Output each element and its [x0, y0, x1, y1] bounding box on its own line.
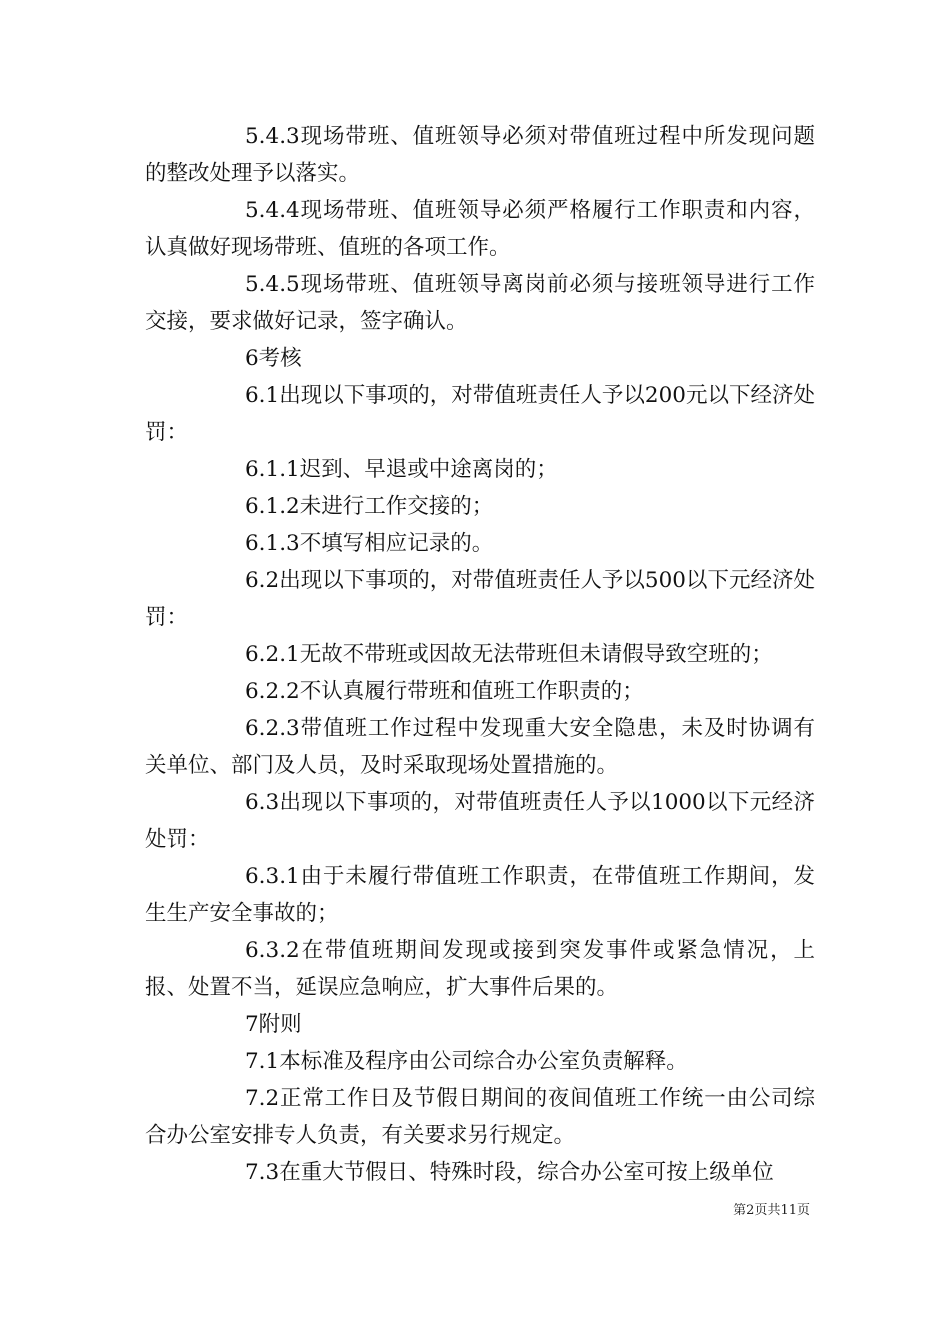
paragraph-5-4-5: 5.4.5现场带班、值班领导离岗前必须与接班领导进行工作交接，要求做好记录，签字确认。: [145, 272, 815, 334]
page-number-footer: 第2页共11页: [733, 1203, 810, 1218]
paragraph-7-3: 7.3在重大节假日、特殊时段，综合办公室可按上级单位: [245, 1160, 774, 1185]
paragraph-6-1-1: 6.1.1迟到、早退或中途离岗的；: [245, 457, 558, 482]
paragraph-6-3: 6.3出现以下事项的，对带值班责任人予以1000以下元经济处罚：: [145, 790, 815, 852]
paragraph-6-1: 6.1出现以下事项的，对带值班责任人予以200元以下经济处罚：: [145, 383, 815, 445]
paragraph-6-3-2: 6.3.2在带值班期间发现或接到突发事件或紧急情况，上报、处置不当，延误应急响应，扩大事件后果的。: [145, 938, 815, 1000]
paragraph-6-1-2: 6.1.2未进行工作交接的；: [245, 494, 494, 519]
paragraph-6-2-3: 6.2.3带值班工作过程中发现重大安全隐患，未及时协调有关单位、部门及人员，及时采取现场处置措施的。: [145, 716, 815, 778]
paragraph-6-1-3: 6.1.3不填写相应记录的。: [245, 531, 494, 556]
paragraph-6-2-1: 6.2.1无故不带班或因故无法带班但未请假导致空班的；: [245, 642, 773, 667]
document-body: [145, 118, 815, 1191]
paragraph-7-2: 7.2正常工作日及节假日期间的夜间值班工作统一由公司综合办公室安排专人负责，有关要求另行规定。: [145, 1086, 815, 1148]
section-heading-6: 6考核: [245, 346, 302, 371]
paragraph-6-2: 6.2出现以下事项的，对带值班责任人予以500以下元经济处罚：: [145, 568, 815, 630]
section-heading-7: 7附则: [245, 1012, 302, 1037]
paragraph-6-2-2: 6.2.2不认真履行带班和值班工作职责的；: [245, 679, 644, 704]
paragraph-6-3-1: 6.3.1由于未履行带值班工作职责，在带值班工作期间，发生生产安全事故的；: [145, 864, 815, 926]
paragraph-7-1: 7.1本标准及程序由公司综合办公室负责解释。: [245, 1049, 688, 1074]
paragraph-5-4-3: 5.4.3现场带班、值班领导必须对带值班过程中所发现问题的整改处理予以落实。: [145, 124, 815, 186]
paragraph-5-4-4: 5.4.4现场带班、值班领导必须严格履行工作职责和内容，认真做好现场带班、值班的各项工作。: [145, 198, 815, 260]
